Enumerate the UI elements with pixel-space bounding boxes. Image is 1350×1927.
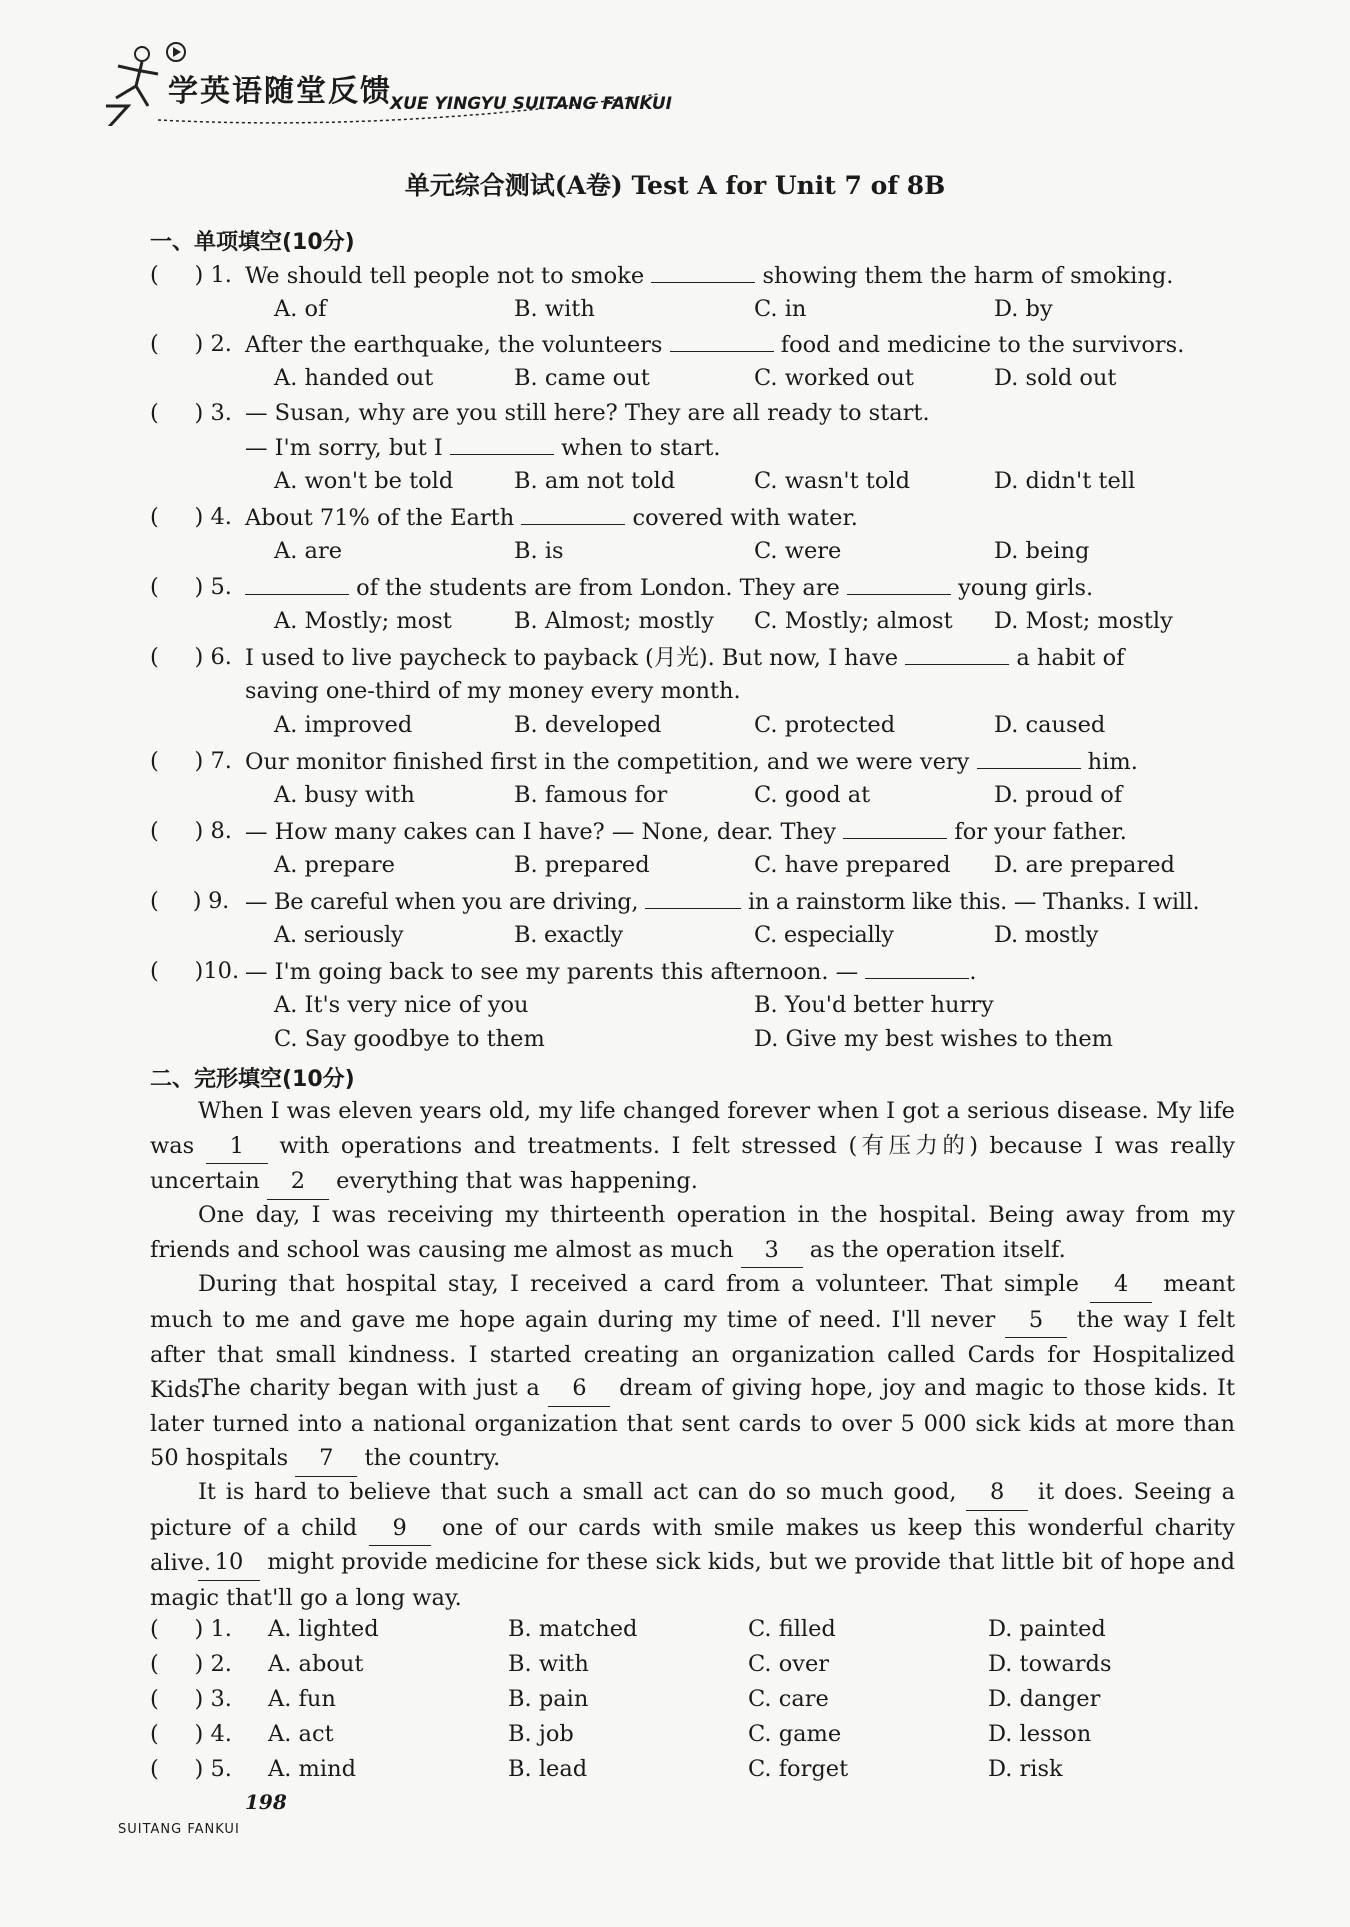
answer-blank[interactable] xyxy=(843,814,947,839)
option-b: B. with xyxy=(514,296,595,322)
option-c: C. good at xyxy=(754,782,871,808)
answer-paren[interactable]: ( ) 4. xyxy=(150,1721,232,1747)
cloze-blank[interactable]: 6 xyxy=(548,1371,610,1407)
option-c: C. filled xyxy=(748,1616,836,1642)
option-c: C. over xyxy=(748,1651,830,1677)
answer-paren[interactable]: ( ) 8. xyxy=(150,818,232,844)
question-4: ( ) 4. About 71% of the Earth covered with water. A. are B. is C. were D. being xyxy=(150,500,1235,568)
option-a: A. improved xyxy=(274,712,413,738)
option-b: B. job xyxy=(508,1721,574,1747)
brand-english: XUE YINGYU SUITANG FANKUI xyxy=(390,94,673,114)
answer-blank[interactable] xyxy=(847,570,951,595)
option-a: A. are xyxy=(274,538,343,564)
option-b: B. famous for xyxy=(514,782,668,808)
option-a: A. Mostly; most xyxy=(274,608,452,634)
cloze-choice-3 xyxy=(150,1686,1235,1720)
answer-blank[interactable] xyxy=(521,500,625,525)
cloze-choice-1 xyxy=(150,1616,1235,1650)
option-a: A. of xyxy=(274,296,327,322)
answer-blank[interactable] xyxy=(450,430,554,455)
section-2-heading: 二、完形填空(10分) xyxy=(150,1067,355,1092)
option-b: B. developed xyxy=(514,712,662,738)
cloze-choice-5 xyxy=(150,1756,1235,1790)
answer-blank[interactable] xyxy=(865,954,969,979)
answer-paren[interactable]: ( ) 3. xyxy=(150,400,232,426)
option-b: B. is xyxy=(514,538,564,564)
option-d: D. proud of xyxy=(994,782,1123,808)
answer-blank[interactable] xyxy=(651,258,755,283)
question-1: ( ) 1. We should tell people not to smoke showing them the harm of smoking. A. of B. with C. in D. by xyxy=(150,258,1235,326)
option-d: D. painted xyxy=(988,1616,1106,1642)
option-b: B. came out xyxy=(514,365,650,391)
option-a: A. about xyxy=(268,1651,364,1677)
option-d: D. caused xyxy=(994,712,1106,738)
option-c: C. were xyxy=(754,538,842,564)
question-5: ( ) 5. of the students are from London. They are young girls. A. Mostly; most B. Almost; mostly C. Mostly; almost D. Most; mostly xyxy=(150,570,1235,638)
option-a: A. It's very nice of you xyxy=(274,992,529,1018)
option-c: C. especially xyxy=(754,922,894,948)
option-a: A. handed out xyxy=(274,365,434,391)
answer-paren[interactable]: ( )10. xyxy=(150,958,240,984)
answer-blank[interactable] xyxy=(977,744,1081,769)
section-1-heading: 一、单项填空(10分) xyxy=(150,230,355,255)
page-number: 198 xyxy=(245,1790,287,1814)
answer-blank[interactable] xyxy=(245,570,349,595)
option-d: D. lesson xyxy=(988,1721,1092,1747)
answer-paren[interactable]: ( ) 9. xyxy=(150,888,229,914)
option-b: B. matched xyxy=(508,1616,638,1642)
answer-paren[interactable]: ( ) 5. xyxy=(150,1756,232,1782)
option-b: B. You'd better hurry xyxy=(754,992,994,1018)
cloze-paragraph-6: 10 might provide medicine for these sick kids, but we provide that little bit of hope and magic that'll go a long way. xyxy=(150,1545,1235,1615)
option-b: B. with xyxy=(508,1651,589,1677)
question-9: ( ) 9. — Be careful when you are driving, in a rainstorm like this. — Thanks. I will. A. seriously B. exactly C. especially D. mostly xyxy=(150,884,1235,952)
option-a: A. mind xyxy=(268,1756,356,1782)
cloze-blank[interactable]: 4 xyxy=(1090,1267,1152,1303)
brand-chinese: 学英语随堂反馈 xyxy=(168,74,392,109)
option-b: B. lead xyxy=(508,1756,588,1782)
option-b: B. Almost; mostly xyxy=(514,608,714,634)
option-a: A. prepare xyxy=(274,852,395,878)
cloze-blank[interactable]: 8 xyxy=(966,1475,1028,1511)
option-b: B. exactly xyxy=(514,922,623,948)
option-d: D. are prepared xyxy=(994,852,1175,878)
cloze-blank[interactable]: 10 xyxy=(198,1545,260,1581)
option-d: D. towards xyxy=(988,1651,1112,1677)
option-c: C. Say goodbye to them xyxy=(274,1026,545,1052)
cloze-paragraph-2: One day, I was receiving my thirteenth operation in the hospital. Being away from my friends and school was causing me almost as much 3 as the operation itself. xyxy=(150,1198,1235,1268)
answer-paren[interactable]: ( ) 7. xyxy=(150,748,232,774)
answer-paren[interactable]: ( ) 3. xyxy=(150,1686,232,1712)
question-7: ( ) 7. Our monitor finished first in the competition, and we were very him. A. busy with B. famous for C. good at D. proud of xyxy=(150,744,1235,812)
option-c: C. worked out xyxy=(754,365,914,391)
page-header xyxy=(98,36,678,126)
option-c: C. protected xyxy=(754,712,896,738)
option-a: A. fun xyxy=(268,1686,336,1712)
cloze-paragraph-3: During that hospital stay, I received a card from a volunteer. That simple 4 meant much to me and gave me hope again during my time of need. I'll never 5 the way I felt after that small kindness. I started creating an organization called Cards for Hospitalized Kids. xyxy=(150,1267,1235,1407)
answer-blank[interactable] xyxy=(905,640,1009,665)
question-6: ( ) 6. I used to live paycheck to payback (月光). But now, I have a habit of saving one-third of my money every month. A. improved B. developed C. protected D. caused xyxy=(150,640,1235,742)
answer-paren[interactable]: ( ) 2. xyxy=(150,331,232,357)
option-c: C. game xyxy=(748,1721,842,1747)
cloze-blank[interactable]: 9 xyxy=(369,1511,431,1547)
cloze-blank[interactable]: 3 xyxy=(741,1233,803,1269)
cloze-choice-2 xyxy=(150,1651,1235,1685)
answer-paren[interactable]: ( ) 1. xyxy=(150,262,232,288)
option-c: C. wasn't told xyxy=(754,468,910,494)
answer-paren[interactable]: ( ) 2. xyxy=(150,1651,232,1677)
option-a: A. seriously xyxy=(274,922,404,948)
cloze-blank[interactable]: 1 xyxy=(206,1129,268,1165)
cloze-blank[interactable]: 7 xyxy=(295,1441,357,1477)
option-b: B. pain xyxy=(508,1686,589,1712)
option-c: C. forget xyxy=(748,1756,849,1782)
answer-paren[interactable]: ( ) 4. xyxy=(150,504,232,530)
option-b: B. prepared xyxy=(514,852,650,878)
option-d: D. by xyxy=(994,296,1053,322)
option-c: C. have prepared xyxy=(754,852,951,878)
footer-brand: SUITANG FANKUI xyxy=(118,1822,240,1837)
option-d: D. didn't tell xyxy=(994,468,1136,494)
question-8: ( ) 8. — How many cakes can I have? — None, dear. They for your father. A. prepare B. prepared C. have prepared D. are prepared xyxy=(150,814,1235,882)
page-title: 单元综合测试(A卷) Test A for Unit 7 of 8B xyxy=(404,171,946,200)
option-c: C. in xyxy=(754,296,807,322)
option-d: D. danger xyxy=(988,1686,1101,1712)
question-2: ( ) 2. After the earthquake, the volunteers food and medicine to the survivors. A. handed out B. came out C. worked out D. sold out xyxy=(150,327,1235,395)
question-3: ( ) 3. — Susan, why are you still here? They are all ready to start. — I'm sorry, but I when to start. A. won't be told B. am not told C. wasn't told D. didn't tell xyxy=(150,396,1235,498)
option-d: D. Give my best wishes to them xyxy=(754,1026,1113,1052)
cloze-paragraph-5: It is hard to believe that such a small act can do so much good, 8 it does. Seeing a picture of a child 9 one of our cards with smile makes us keep this wonderful charity alive. xyxy=(150,1475,1235,1581)
option-d: D. mostly xyxy=(994,922,1099,948)
cloze-blank[interactable]: 2 xyxy=(267,1164,329,1200)
option-c: C. Mostly; almost xyxy=(754,608,953,634)
option-b: B. am not told xyxy=(514,468,676,494)
cloze-paragraph-1: When I was eleven years old, my life changed forever when I got a serious disease. My life was 1 with operations and treatments. I felt stressed (有压力的) because I was really uncertain 2 everything that was happening. xyxy=(150,1094,1235,1200)
option-d: D. risk xyxy=(988,1756,1063,1782)
cloze-paragraph-4: The charity began with just a 6 dream of giving hope, joy and magic to those kids. It later turned into a national organization that sent cards to over 5 000 sick kids at more than 50 hospitals 7 the country. xyxy=(150,1371,1235,1477)
answer-paren[interactable]: ( ) 5. xyxy=(150,574,232,600)
cloze-choice-4 xyxy=(150,1721,1235,1755)
option-c: C. care xyxy=(748,1686,829,1712)
cloze-blank[interactable]: 5 xyxy=(1005,1303,1067,1339)
option-a: A. act xyxy=(268,1721,334,1747)
option-d: D. sold out xyxy=(994,365,1117,391)
option-a: A. busy with xyxy=(274,782,415,808)
option-a: A. won't be told xyxy=(274,468,454,494)
answer-paren[interactable]: ( ) 6. xyxy=(150,644,232,670)
question-10: ( )10. — I'm going back to see my parents this afternoon. — . A. It's very nice of you B. You'd better hurry C. Say goodbye to them D. Give my best wishes to them xyxy=(150,954,1235,1056)
option-d: D. Most; mostly xyxy=(994,608,1173,634)
option-d: D. being xyxy=(994,538,1090,564)
answer-paren[interactable]: ( ) 1. xyxy=(150,1616,232,1642)
option-a: A. lighted xyxy=(268,1616,379,1642)
answer-blank[interactable] xyxy=(670,327,774,352)
answer-blank[interactable] xyxy=(645,884,741,909)
